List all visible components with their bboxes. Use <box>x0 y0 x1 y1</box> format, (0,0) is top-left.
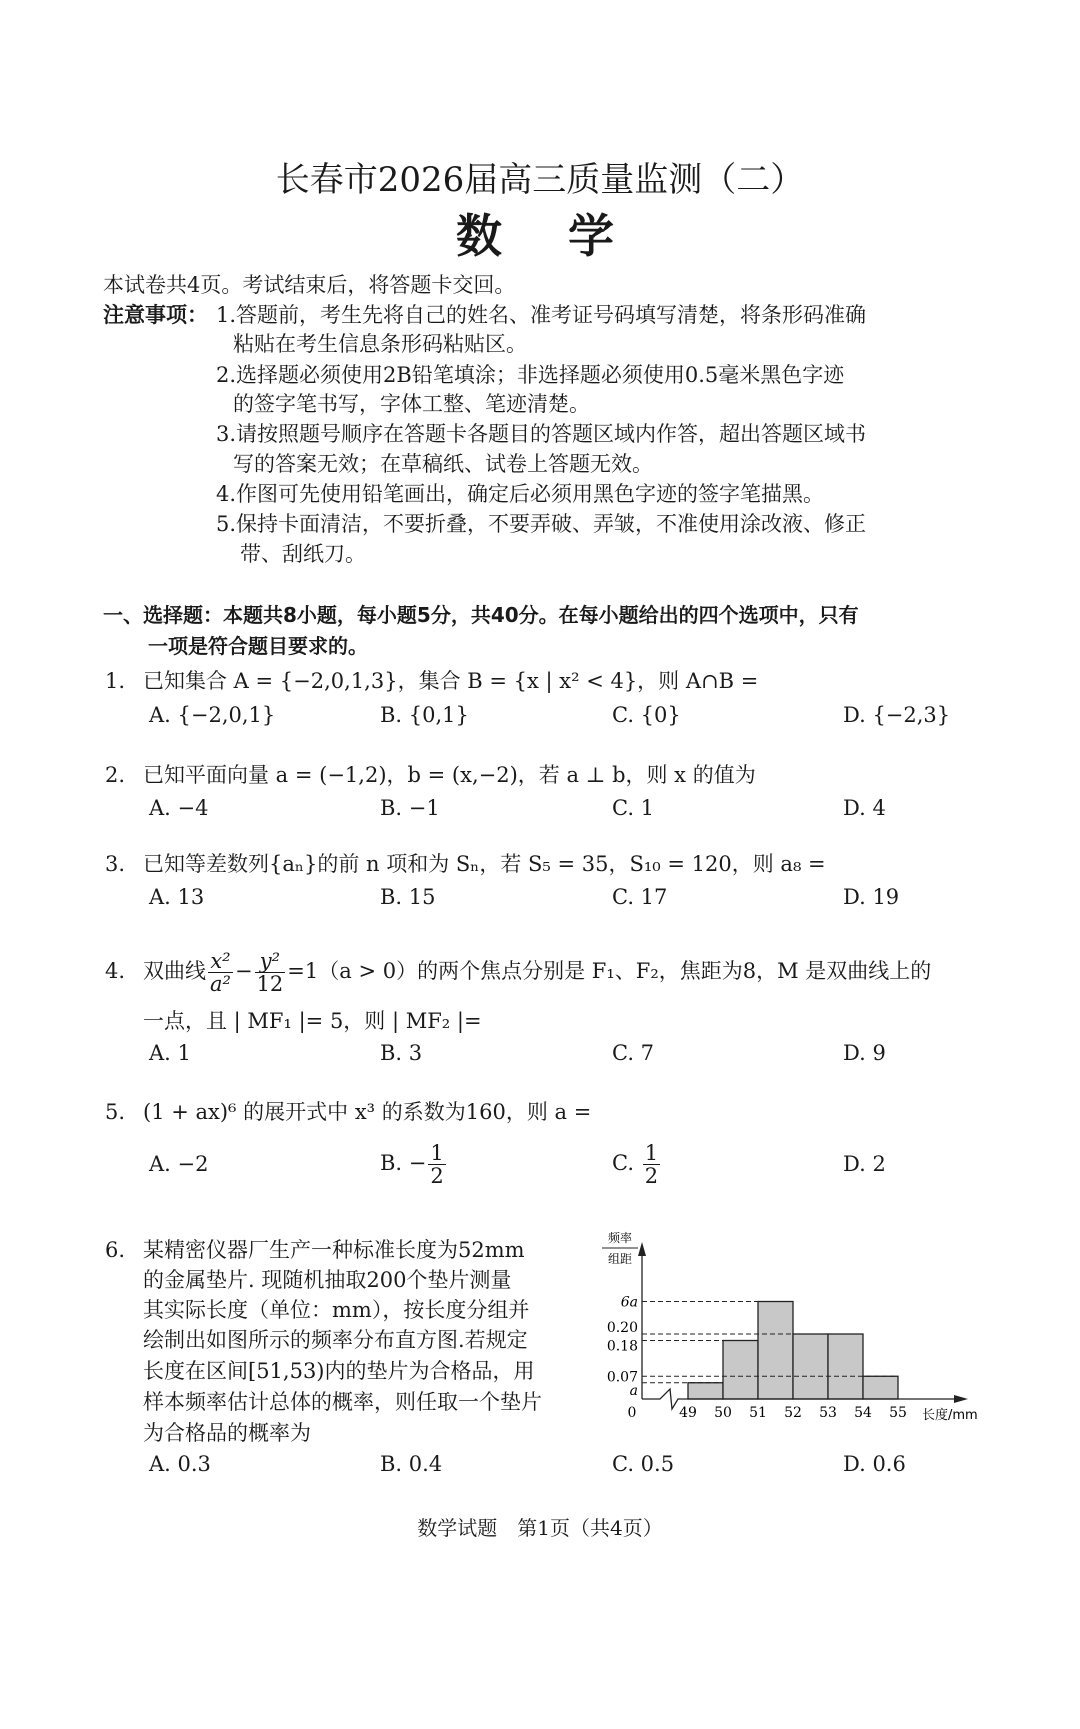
origin-label: 0 <box>627 1405 637 1421</box>
y-tick-label: a <box>629 1382 638 1399</box>
question-number: 6. <box>105 1238 126 1262</box>
option-d: D. {−2,3} <box>843 703 951 727</box>
section-heading: 一、选择题：本题共8小题，每小题5分，共40分。在每小题给出的四个选项中，只有 <box>103 603 859 627</box>
x-tick-label: 50 <box>714 1405 732 1421</box>
notice-line: 3.请按照题号顺序在答题卡各题目的答题区域内作答，超出答题区域书 <box>216 422 867 446</box>
section-heading-cont: 一项是符合题目要求的。 <box>148 634 368 658</box>
intro: 本试卷共4页。考试结束后，将答题卡交回。 <box>103 273 516 297</box>
option-c: C. 1 <box>612 796 655 820</box>
question-stem: 已知集合 A = {−2,0,1,3}，集合 B = {x | x² < 4}，则 A∩B = <box>143 669 759 693</box>
histogram-bar <box>758 1302 793 1400</box>
histogram-bar <box>828 1334 863 1399</box>
y-axis-label-top: 频率 <box>607 1231 633 1245</box>
question-stem-line: 其实际长度（单位：mm），按长度分组并 <box>143 1298 530 1322</box>
numerator: 1 <box>430 1141 444 1165</box>
option-c: C. 7 <box>612 1041 655 1065</box>
question-stem-line: 某精密仪器厂生产一种标准长度为52mm <box>143 1238 525 1262</box>
question-stem-line: 长度在区间[51,53)内的垫片为合格品，用 <box>143 1359 535 1383</box>
y-tick-label: 0.20 <box>606 1320 638 1336</box>
fraction <box>428 1142 445 1187</box>
fraction <box>255 950 286 995</box>
subject-title: 数 学 <box>456 209 624 263</box>
option-c <box>612 1130 662 1196</box>
denominator: a² <box>210 972 231 996</box>
denominator: 2 <box>430 1164 444 1188</box>
question-number: 4. <box>105 959 126 983</box>
x-axis-arrow-icon <box>954 1395 968 1403</box>
notice-line: 写的答案无效；在草稿纸、试卷上答题无效。 <box>233 452 653 476</box>
option-c: C. 17 <box>612 885 668 909</box>
question-stem-line: 样本频率估计总体的概率，则任取一个垫片 <box>143 1390 542 1414</box>
question-stem: 已知等差数列{aₙ}的前 n 项和为 Sₙ，若 S₅ = 35，S₁₀ = 120，则 a₈ = <box>143 852 826 876</box>
question-number: 2. <box>105 763 126 787</box>
option-d: D. 4 <box>843 796 886 820</box>
x-axis-label: 长度/mm <box>922 1408 978 1423</box>
histogram-bar <box>723 1341 758 1400</box>
notice-line: 的签字笔书写，字体工整、笔迹清楚。 <box>233 392 590 416</box>
numerator: x² <box>208 950 233 973</box>
question-stem-line: 绘制出如图所示的频率分布直方图.若规定 <box>143 1328 528 1352</box>
y-tick-label: 6a <box>620 1294 638 1311</box>
option-d: D. 19 <box>843 885 900 909</box>
option-c: C. {0} <box>612 703 681 727</box>
histogram-bar <box>793 1334 828 1399</box>
numerator: 1 <box>644 1141 659 1165</box>
y-axis-label-bottom: 组距 <box>607 1252 633 1266</box>
option-d: D. 2 <box>843 1152 886 1176</box>
x-tick-label: 53 <box>819 1405 837 1421</box>
notice-line: 2.选择题必须使用2B铅笔填涂；非选择题必须使用0.5毫米黑色字迹 <box>216 363 845 387</box>
option-a: A. 13 <box>149 885 205 909</box>
option-c: C. 0.5 <box>612 1452 675 1476</box>
numerator: y² <box>255 950 286 973</box>
option-b: B. 15 <box>380 885 436 909</box>
option-a: A. −2 <box>149 1152 209 1176</box>
question-stem <box>143 938 931 1004</box>
question-stem: (1 + ax)⁶ 的展开式中 x³ 的系数为160，则 a = <box>143 1100 592 1124</box>
option-b <box>380 1130 448 1196</box>
option-a: A. 1 <box>149 1041 191 1065</box>
x-tick-label: 52 <box>784 1405 802 1421</box>
x-tick-label: 51 <box>749 1405 767 1421</box>
option-b: B. 3 <box>380 1041 423 1065</box>
x-tick-label: 54 <box>854 1405 872 1421</box>
stem-text: 双曲线 <box>143 959 206 983</box>
option-d: D. 0.6 <box>843 1452 906 1476</box>
minus-sign: − <box>234 959 253 983</box>
y-axis-arrow-icon <box>638 1242 646 1256</box>
option-a: A. {−2,0,1} <box>149 703 276 727</box>
question-stem-line: 为合格品的概率为 <box>143 1421 311 1445</box>
option-a: A. −4 <box>149 796 209 820</box>
notice-label: 注意事项： <box>103 303 208 327</box>
frequency-histogram <box>590 1210 1010 1450</box>
notice-line: 5.保持卡面清洁，不要折叠，不要弄破、弄皱，不准使用涂改液、修正 <box>216 512 867 536</box>
question-stem-cont: 一点，且 | MF₁ |= 5，则 | MF₂ |= <box>143 1009 482 1033</box>
y-tick-label: 0.18 <box>606 1338 638 1355</box>
option-a: A. 0.3 <box>149 1452 211 1476</box>
notice-line: 4.作图可先使用铅笔画出，确定后必须用黑色字迹的签字笔描黑。 <box>216 482 825 506</box>
notice-line: 带、刮纸刀。 <box>240 542 366 566</box>
question-number: 3. <box>105 852 126 876</box>
option-b: B. 0.4 <box>380 1452 443 1476</box>
option-b: B. {0,1} <box>380 703 469 727</box>
question-number: 1. <box>105 669 126 693</box>
x-tick-label: 49 <box>679 1405 697 1421</box>
option-label: B. − <box>380 1151 427 1175</box>
page-footer: 数学试题 第1页（共4页） <box>417 1516 663 1540</box>
option-label: C. <box>612 1151 634 1175</box>
denominator: 12 <box>256 972 284 996</box>
denominator: 2 <box>644 1164 659 1188</box>
stem-text: =1（a > 0）的两个焦点分别是 F₁、F₂，焦距为8，M 是双曲线上的 <box>287 959 932 983</box>
x-tick-label: 55 <box>889 1405 907 1421</box>
y-tick-label: 0.07 <box>606 1369 638 1386</box>
question-stem-line: 的金属垫片. 现随机抽取200个垫片测量 <box>143 1268 512 1292</box>
fraction <box>208 950 233 995</box>
notice-line: 粘贴在考生信息条形码粘贴区。 <box>233 332 527 356</box>
notice-line: 1.答题前，考生先将自己的姓名、准考证号码填写清楚，将条形码准确 <box>216 303 867 327</box>
option-b: B. −1 <box>380 796 440 820</box>
option-d: D. 9 <box>843 1041 886 1065</box>
histogram-bar <box>688 1383 723 1399</box>
exam-title: 长春市2026届高三质量监测（二） <box>275 160 805 200</box>
question-stem: 已知平面向量 a = (−1,2)，b = (x,−2)，若 a ⊥ b，则 x 的值为 <box>143 763 756 787</box>
histogram-bar <box>863 1376 898 1399</box>
fraction <box>643 1142 660 1187</box>
question-number: 5. <box>105 1100 126 1124</box>
